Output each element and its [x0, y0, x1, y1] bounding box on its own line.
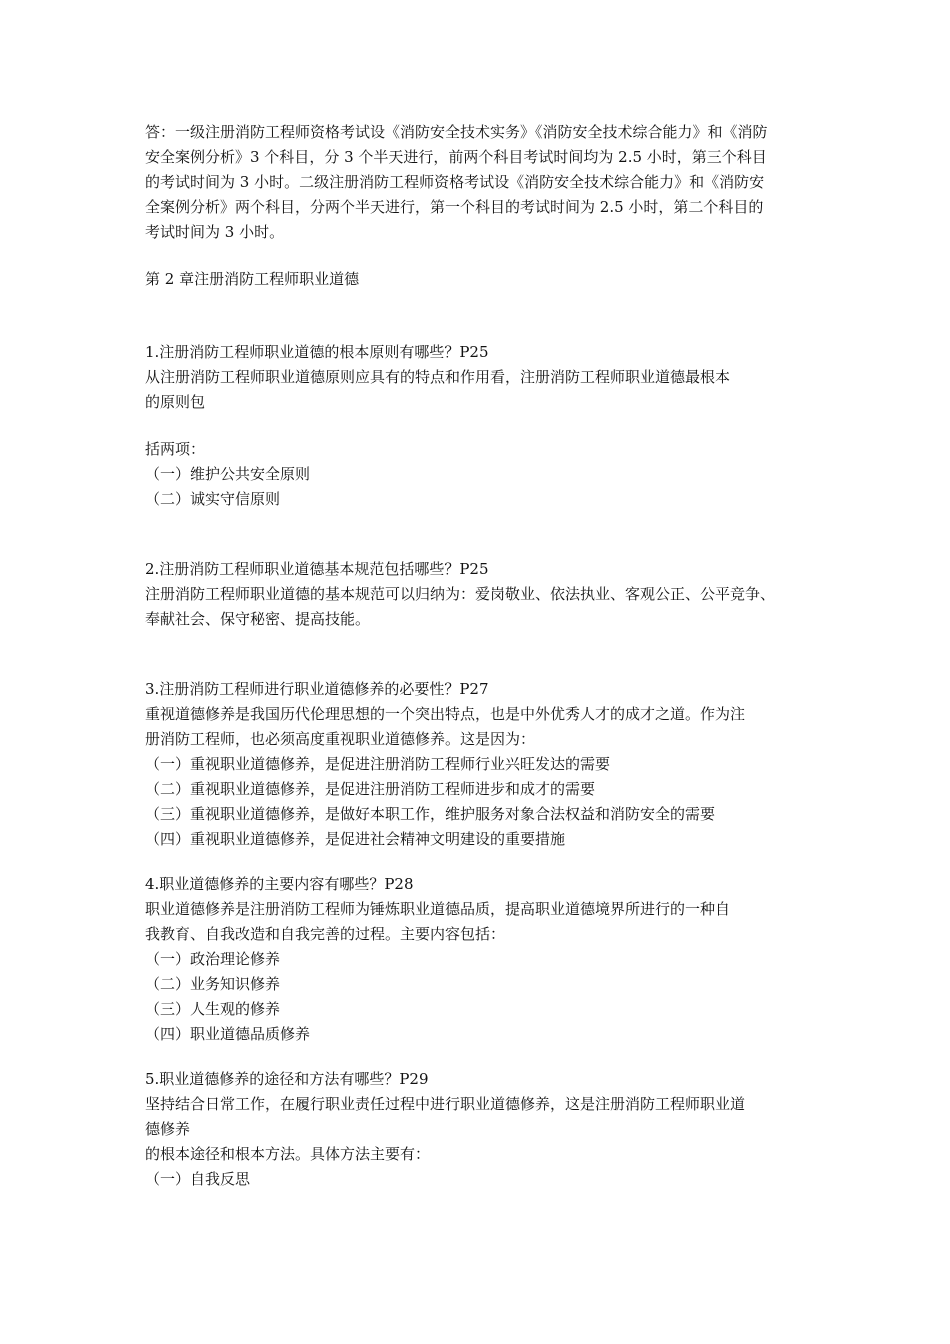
answer-line: 奉献社会、保守秘密、提高技能。	[145, 610, 371, 628]
question-heading: 2.注册消防工程师职业道德基本规范包括哪些？P25	[145, 560, 489, 578]
answer-line: （二）重视职业道德修养，是促进注册消防工程师进步和成才的需要	[145, 780, 596, 798]
answer-line: 职业道德修养是注册消防工程师为锤炼职业道德品质，提高职业道德境界所进行的一种自	[145, 900, 731, 918]
intro-line: 的考试时间为 3 小时。二级注册消防工程师资格考试设《消防安全技术综合能力》和《消防安	[145, 173, 765, 191]
question-heading: 1.注册消防工程师职业道德的根本原则有哪些？P25	[145, 343, 489, 361]
spacer	[145, 852, 815, 872]
chapter-title: 第 2 章注册消防工程师职业道德	[145, 270, 360, 288]
spacer	[145, 292, 815, 340]
answer-line: （二）业务知识修养	[145, 975, 281, 993]
spacer	[145, 415, 815, 437]
intro-paragraph	[145, 120, 815, 245]
answer-line: （一）政治理论修养	[145, 950, 281, 968]
answer-line: （二）诚实守信原则	[145, 490, 281, 508]
answer-line: 从注册消防工程师职业道德原则应具有的特点和作用看，注册消防工程师职业道德最根本	[145, 368, 731, 386]
section-1	[145, 340, 815, 512]
spacer	[145, 632, 815, 677]
question-heading: 4.职业道德修养的主要内容有哪些？P28	[145, 875, 414, 893]
document-content	[145, 120, 815, 1192]
answer-line: 我教育、自我改造和自我完善的过程。主要内容包括：	[145, 925, 506, 943]
answer-line: （四）职业道德品质修养	[145, 1025, 311, 1043]
question-heading: 3.注册消防工程师进行职业道德修养的必要性？P27	[145, 680, 489, 698]
answer-line: 的原则包	[145, 393, 206, 411]
answer-line: （一）自我反思	[145, 1170, 251, 1188]
answer-line: 重视道德修养是我国历代伦理思想的一个突出特点，也是中外优秀人才的成才之道。作为注	[145, 705, 746, 723]
section-2	[145, 557, 815, 632]
answer-line: （四）重视职业道德修养，是促进社会精神文明建设的重要措施	[145, 830, 566, 848]
answer-line: 括两项：	[145, 440, 206, 458]
intro-line: 全案例分析》两个科目，分两个半天进行，第一个科目的考试时间为 2.5 小时，第二个科目的	[145, 198, 764, 216]
answer-line: （三）人生观的修养	[145, 1000, 281, 1018]
spacer	[145, 245, 815, 267]
answer-line: 坚持结合日常工作，在履行职业责任过程中进行职业道德修养，这是注册消防工程师职业道	[145, 1095, 746, 1113]
intro-line: 安全案例分析》3 个科目，分 3 个半天进行，前两个科目考试时间均为 2.5 小时，第三个科目	[145, 148, 767, 166]
answer-line: 德修养	[145, 1120, 191, 1138]
answer-line: （一）维护公共安全原则	[145, 465, 311, 483]
section-3	[145, 677, 815, 852]
answer-line: （一）重视职业道德修养，是促进注册消防工程师行业兴旺发达的需要	[145, 755, 611, 773]
intro-line: 答：一级注册消防工程师资格考试设《消防安全技术实务》《消防安全技术综合能力》和《消防	[145, 123, 768, 141]
section-4	[145, 872, 815, 1047]
section-5	[145, 1067, 815, 1192]
answer-line: 注册消防工程师职业道德的基本规范可以归纳为：爱岗敬业、依法执业、客观公正、公平竞争、	[145, 585, 776, 603]
answer-line: （三）重视职业道德修养，是做好本职工作，维护服务对象合法权益和消防安全的需要	[145, 805, 716, 823]
answer-line: 的根本途径和根本方法。具体方法主要有：	[145, 1145, 431, 1163]
answer-line: 册消防工程师，也必须高度重视职业道德修养。这是因为：	[145, 730, 536, 748]
spacer	[145, 1047, 815, 1067]
question-heading: 5.职业道德修养的途径和方法有哪些？P29	[145, 1070, 429, 1088]
intro-line: 考试时间为 3 小时。	[145, 223, 285, 241]
spacer	[145, 512, 815, 557]
